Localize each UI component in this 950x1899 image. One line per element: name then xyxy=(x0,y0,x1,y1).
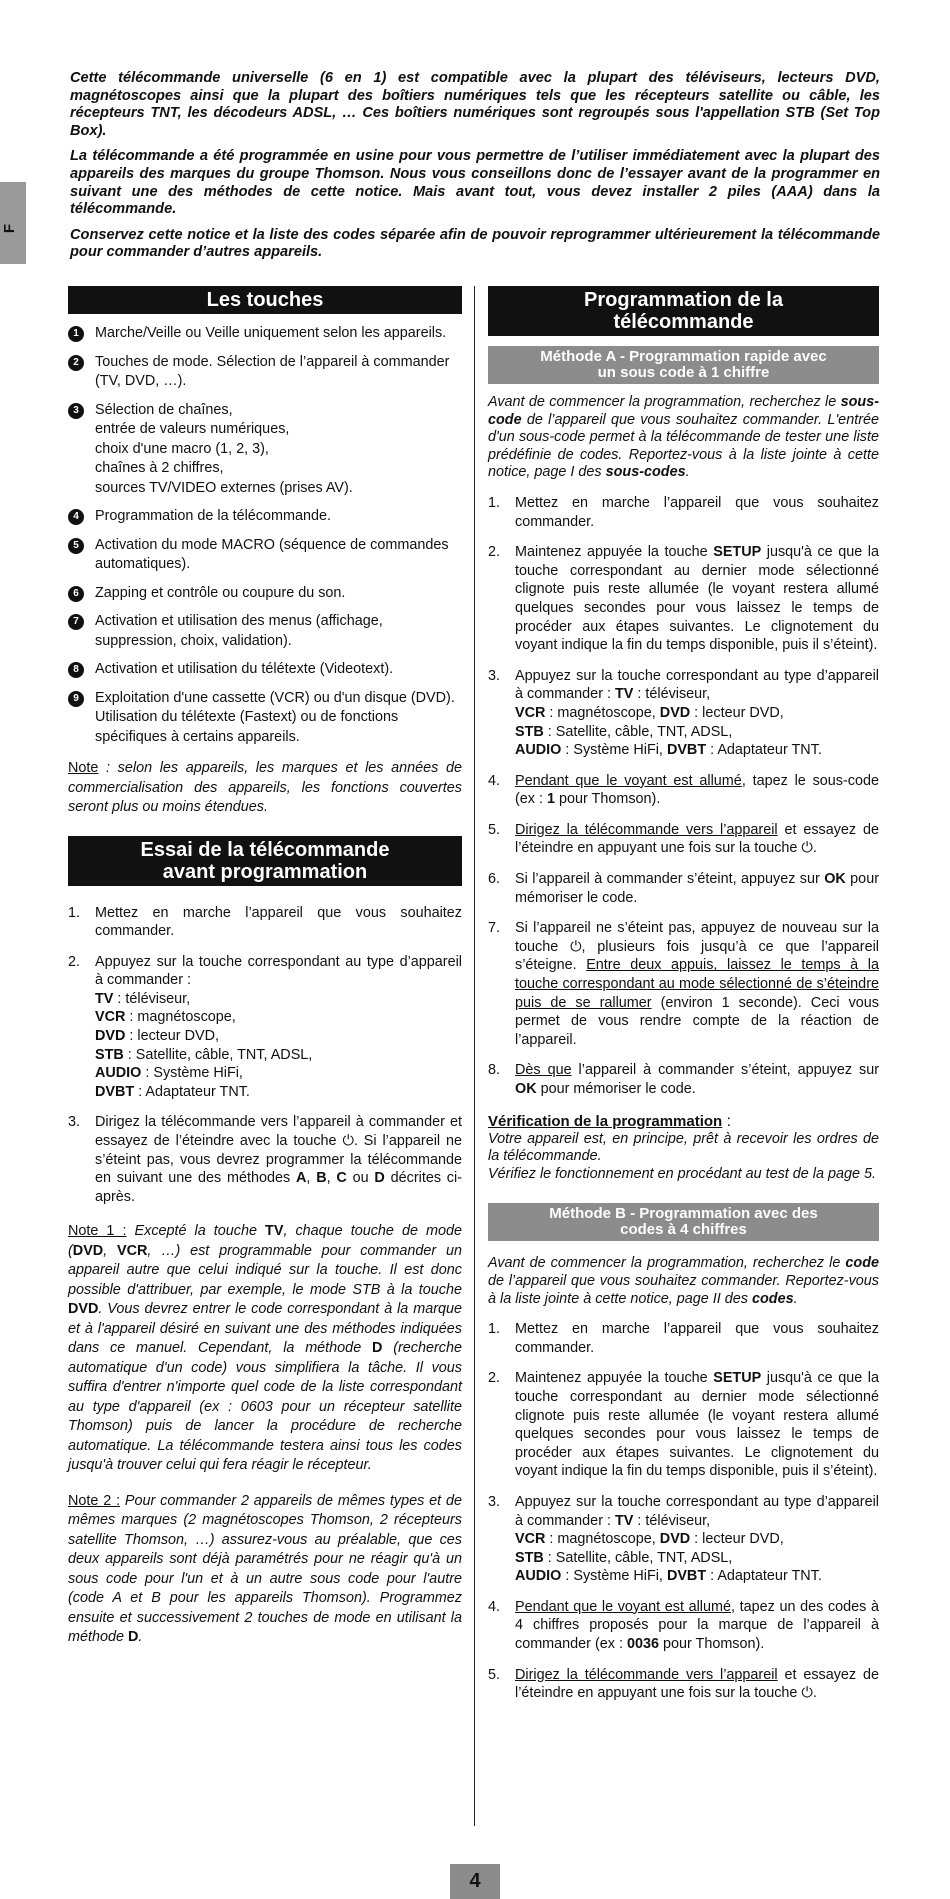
essai-note-1: Note 1 : Excepté la touche TV, chaque touche de mode (DVD, VCR, …) est programmable pour commander un appareil autre que celui indiqué sur la touche. Il est donc possible d'attribuer, par exemple, le mode STB à la touche DVD. Vous devrez entrer le code correspondant à la marque et à l'appareil désiré en suivant une des méthodes indiquées dans ce manuel. Cependant, la méthode D (recherche automatique d'un code) vous simplifiera la tâche. Il vous suffira d'entrer n'importe quel code de la liste correspondant au type d'appareil (ex : 0603 pour un récepteur satellite Thomson) puis de lancer la procédure de recherche automatique. La télécommande testera ainsi tous les codes jusqu'à trouver celui qui fera réagir le récepteur. xyxy=(68,1223,463,1474)
list-item: 5 Activation du mode MACRO (séquence de commandes automatiques). xyxy=(68,536,462,575)
touches-list xyxy=(68,324,462,747)
number-badge: 7 xyxy=(68,614,84,630)
list-item: 4. Pendant que le voyant est allumé, tapez le sous-code (ex : 1 pour Thomson). xyxy=(488,772,880,808)
list-item: 2. Maintenez appuyée la touche SETUP jusqu'à ce que la touche correspondant au dernier mode sélectionné clignote puis reste allumée (le voyant restera allumé quelques secondes pour vous laissez le temps de procéder aux étapes suivantes. Le clignotement du voyant indique la fin du temps disponible, puis il s’éteint). xyxy=(488,544,879,654)
list-item: 4 Programmation de la télécommande. xyxy=(68,507,462,527)
number-badge: 9 xyxy=(68,691,84,707)
list-item: 2. Appuyez sur la touche correspondant au type d’appareil à commander : TV : téléviseur, VCR : magnétoscope, DVD : lecteur DVD, STB : Satellite, câble, TNT, ADSL, AUDIO : Système HiFi, DVBT : Adaptateur TNT. xyxy=(68,953,462,1100)
column-divider xyxy=(474,286,475,1826)
power-icon: ⏻ xyxy=(342,1133,354,1150)
page-number: 4 xyxy=(450,1864,500,1899)
list-item: 3 Sélection de chaînes, entrée de valeurs numériques, choix d'une macro (1, 2, 3), chaînes à 2 chiffres, sources TV/VIDEO externes (prises AV). xyxy=(68,401,462,499)
intro-text xyxy=(70,70,880,270)
number-badge: 1 xyxy=(68,326,84,342)
list-item: 5. Dirigez la télécommande vers l’appareil et essayez de l’éteindre en appuyant une fois sur la touche ⏻. xyxy=(488,821,879,857)
list-item: 4. Pendant que le voyant est allumé, tapez un des codes à 4 chiffres proposés pour la marque de l’appareil à commander (ex : 0036 pour Thomson). xyxy=(488,1598,879,1653)
list-item: 3. Dirigez la télécommande vers l’appareil à commander et essayez de l’éteindre avec la touche ⏻. Si l’appareil ne s’éteint pas, vous devrez programmer la télécommande en suivant une des méthodes A, B, C ou D décrites ci-après. xyxy=(68,1114,463,1205)
section-header-essai: Essai de la télécommande avant programmation xyxy=(68,836,462,886)
list-item: 1 Marche/Veille ou Veille uniquement selon les appareils. xyxy=(68,324,462,344)
list-item: 2. Maintenez appuyée la touche SETUP jusqu'à ce que la touche correspondant au dernier mode sélectionné clignote puis reste allumée (le voyant restera allumé quelques secondes pour vous laissez le temps de procéder aux étapes suivantes. Le clignotement du voyant indique la fin du temps disponible, puis il s’éteint). xyxy=(488,1370,879,1480)
power-icon: ⏻ xyxy=(801,840,813,857)
list-item: 1. Mettez en marche l’appareil que vous souhaitez commander. xyxy=(488,1321,879,1356)
list-item: 3. Appuyez sur la touche correspondant au type d’appareil à commander : TV : téléviseur, VCR : magnétoscope, DVD : lecteur DVD, STB : Satellite, câble, TNT, ADSL, AUDIO : Système HiFi, DVBT : Adaptateur TNT. xyxy=(488,1493,879,1585)
list-item: 7 Activation et utilisation des menus (affichage, suppression, choix, validation). xyxy=(68,612,462,651)
touches-note: Note : selon les appareils, les marques et les années de commercialisation des appareils, les fonctions couvertes seront plus ou moins étendues. xyxy=(68,760,462,815)
number-badge: 6 xyxy=(68,586,84,602)
subheader-methode-b: Méthode B - Programmation avec des codes à 4 chiffres xyxy=(488,1203,879,1241)
list-item: 1. Mettez en marche l’appareil que vous souhaitez commander. xyxy=(488,494,879,530)
intro-paragraph: Cette télécommande universelle (6 en 1) est compatible avec la plupart des téléviseurs, lecteurs DVD, magnétoscopes ainsi que la plupart des boîtiers numériques tels que les récepteurs satellite ou câble, les récepteurs TNT, les décodeurs ADSL, … Ces boîtiers numériques sont regroupés sous l'appellation STB (Set Top Box). xyxy=(70,70,880,139)
intro-paragraph: La télécommande a été programmée en usine pour vous permettre de l’utiliser immédiatement avec la plupart des appareils des marques du groupe Thomson. Nous vous conseillons donc de l’essayer avant de la programmer en suivant une des méthodes de cette notice. Mais avant tout, vous devez installer 2 piles (AAA) dans la télécommande. xyxy=(70,148,880,218)
list-item: 7. Si l’appareil ne s’éteint pas, appuyez de nouveau sur la touche ⏻, plusieurs fois jusqu’à ce que l’appareil s’éteigne. Entre deux appuis, laissez le temps à la touche correspondant au mode sélectionné de s’éteindre puis de se rallumer (environ 1 seconde). Ceci vous permet de vous rendre compte de la réaction de l’appareil. xyxy=(488,920,879,1048)
list-item: 2 Touches de mode. Sélection de l’appareil à commander (TV, DVD, …). xyxy=(68,353,462,392)
verification-block: Vérification de la programmation : Votre appareil est, en principe, prêt à recevoir les ordres de la télécommande. Vérifiez le fonctionnement en procédant au test de la page 5. xyxy=(488,1112,879,1182)
number-badge: 5 xyxy=(68,538,84,554)
list-item: 5. Dirigez la télécommande vers l’appareil et essayez de l’éteindre en appuyant une fois sur la touche ⏻. xyxy=(488,1666,879,1702)
section-header-programmation: Programmation de la télécommande xyxy=(488,286,879,336)
methode-b-intro: Avant de commencer la programmation, recherchez le code de l’appareil que vous souhaitez commander. Reportez-vous à la liste jointe à cette notice, page II des codes. xyxy=(488,1255,879,1307)
list-item: 8. Dès que l’appareil à commander s’éteint, appuyez sur OK pour mémoriser le code. xyxy=(488,1062,879,1097)
methode-a-steps xyxy=(488,494,879,1099)
left-column xyxy=(68,286,462,1648)
list-item: 6. Si l’appareil à commander s’éteint, appuyez sur OK pour mémoriser le code. xyxy=(488,871,879,906)
right-column xyxy=(488,286,879,1715)
power-icon: ⏻ xyxy=(801,1685,813,1702)
list-item: 3. Appuyez sur la touche correspondant au type d’appareil à commander : TV : téléviseur, VCR : magnétoscope, DVD : lecteur DVD, STB : Satellite, câble, TNT, ADSL, AUDIO : Système HiFi, DVBT : Adaptateur TNT. xyxy=(488,667,879,759)
list-item: 8 Activation et utilisation du télétexte (Videotext). xyxy=(68,660,462,680)
number-badge: 4 xyxy=(68,509,84,525)
number-badge: 8 xyxy=(68,662,84,678)
subheader-methode-a: Méthode A - Programmation rapide avec un sous code à 1 chiffre xyxy=(488,346,879,384)
power-icon: ⏻ xyxy=(570,938,582,955)
language-tab-label: F xyxy=(1,223,19,234)
number-badge: 2 xyxy=(68,355,84,371)
language-tab xyxy=(0,182,26,264)
number-badge: 3 xyxy=(68,403,84,419)
methode-a-intro: Avant de commencer la programmation, recherchez le sous-code de l’appareil que vous souhaitez commander. L'entrée d'un sous-code permet à la télécommande de tester une liste prédéfinie de codes. Reportez-vous à la liste jointe à cette notice, page I des sous-codes. xyxy=(488,394,879,481)
methode-b-steps xyxy=(488,1320,879,1703)
list-item: 9 Exploitation d'une cassette (VCR) ou d'un disque (DVD). Utilisation du télétexte (Fastext) ou de fonctions spécifiques à certains appareils. xyxy=(68,689,462,748)
section-header-touches: Les touches xyxy=(68,286,462,314)
intro-paragraph: Conservez cette notice et la liste des codes séparée afin de pouvoir reprogrammer ultérieurement la télécommande pour commander d’autres appareils. xyxy=(70,226,880,261)
list-item: 6 Zapping et contrôle ou coupure du son. xyxy=(68,584,462,604)
list-item: 1. Mettez en marche l’appareil que vous souhaitez commander. xyxy=(68,904,462,940)
essai-note-2: Note 2 : Pour commander 2 appareils de mêmes types et de mêmes marques (2 magnétoscopes Thomson, 2 récepteurs satellite Thomson, …) assurez-vous au préalable, que ces deux appareils sont déjà paramétrés pour ne réagir qu'à un sous code pour l'un et à un autre sous code pour l'autre (code A et B pour les appareils Thomson). Programmez ensuite et successivement 2 touches de mode en utilisant la méthode D. xyxy=(68,1492,462,1646)
essai-steps xyxy=(68,904,462,1207)
